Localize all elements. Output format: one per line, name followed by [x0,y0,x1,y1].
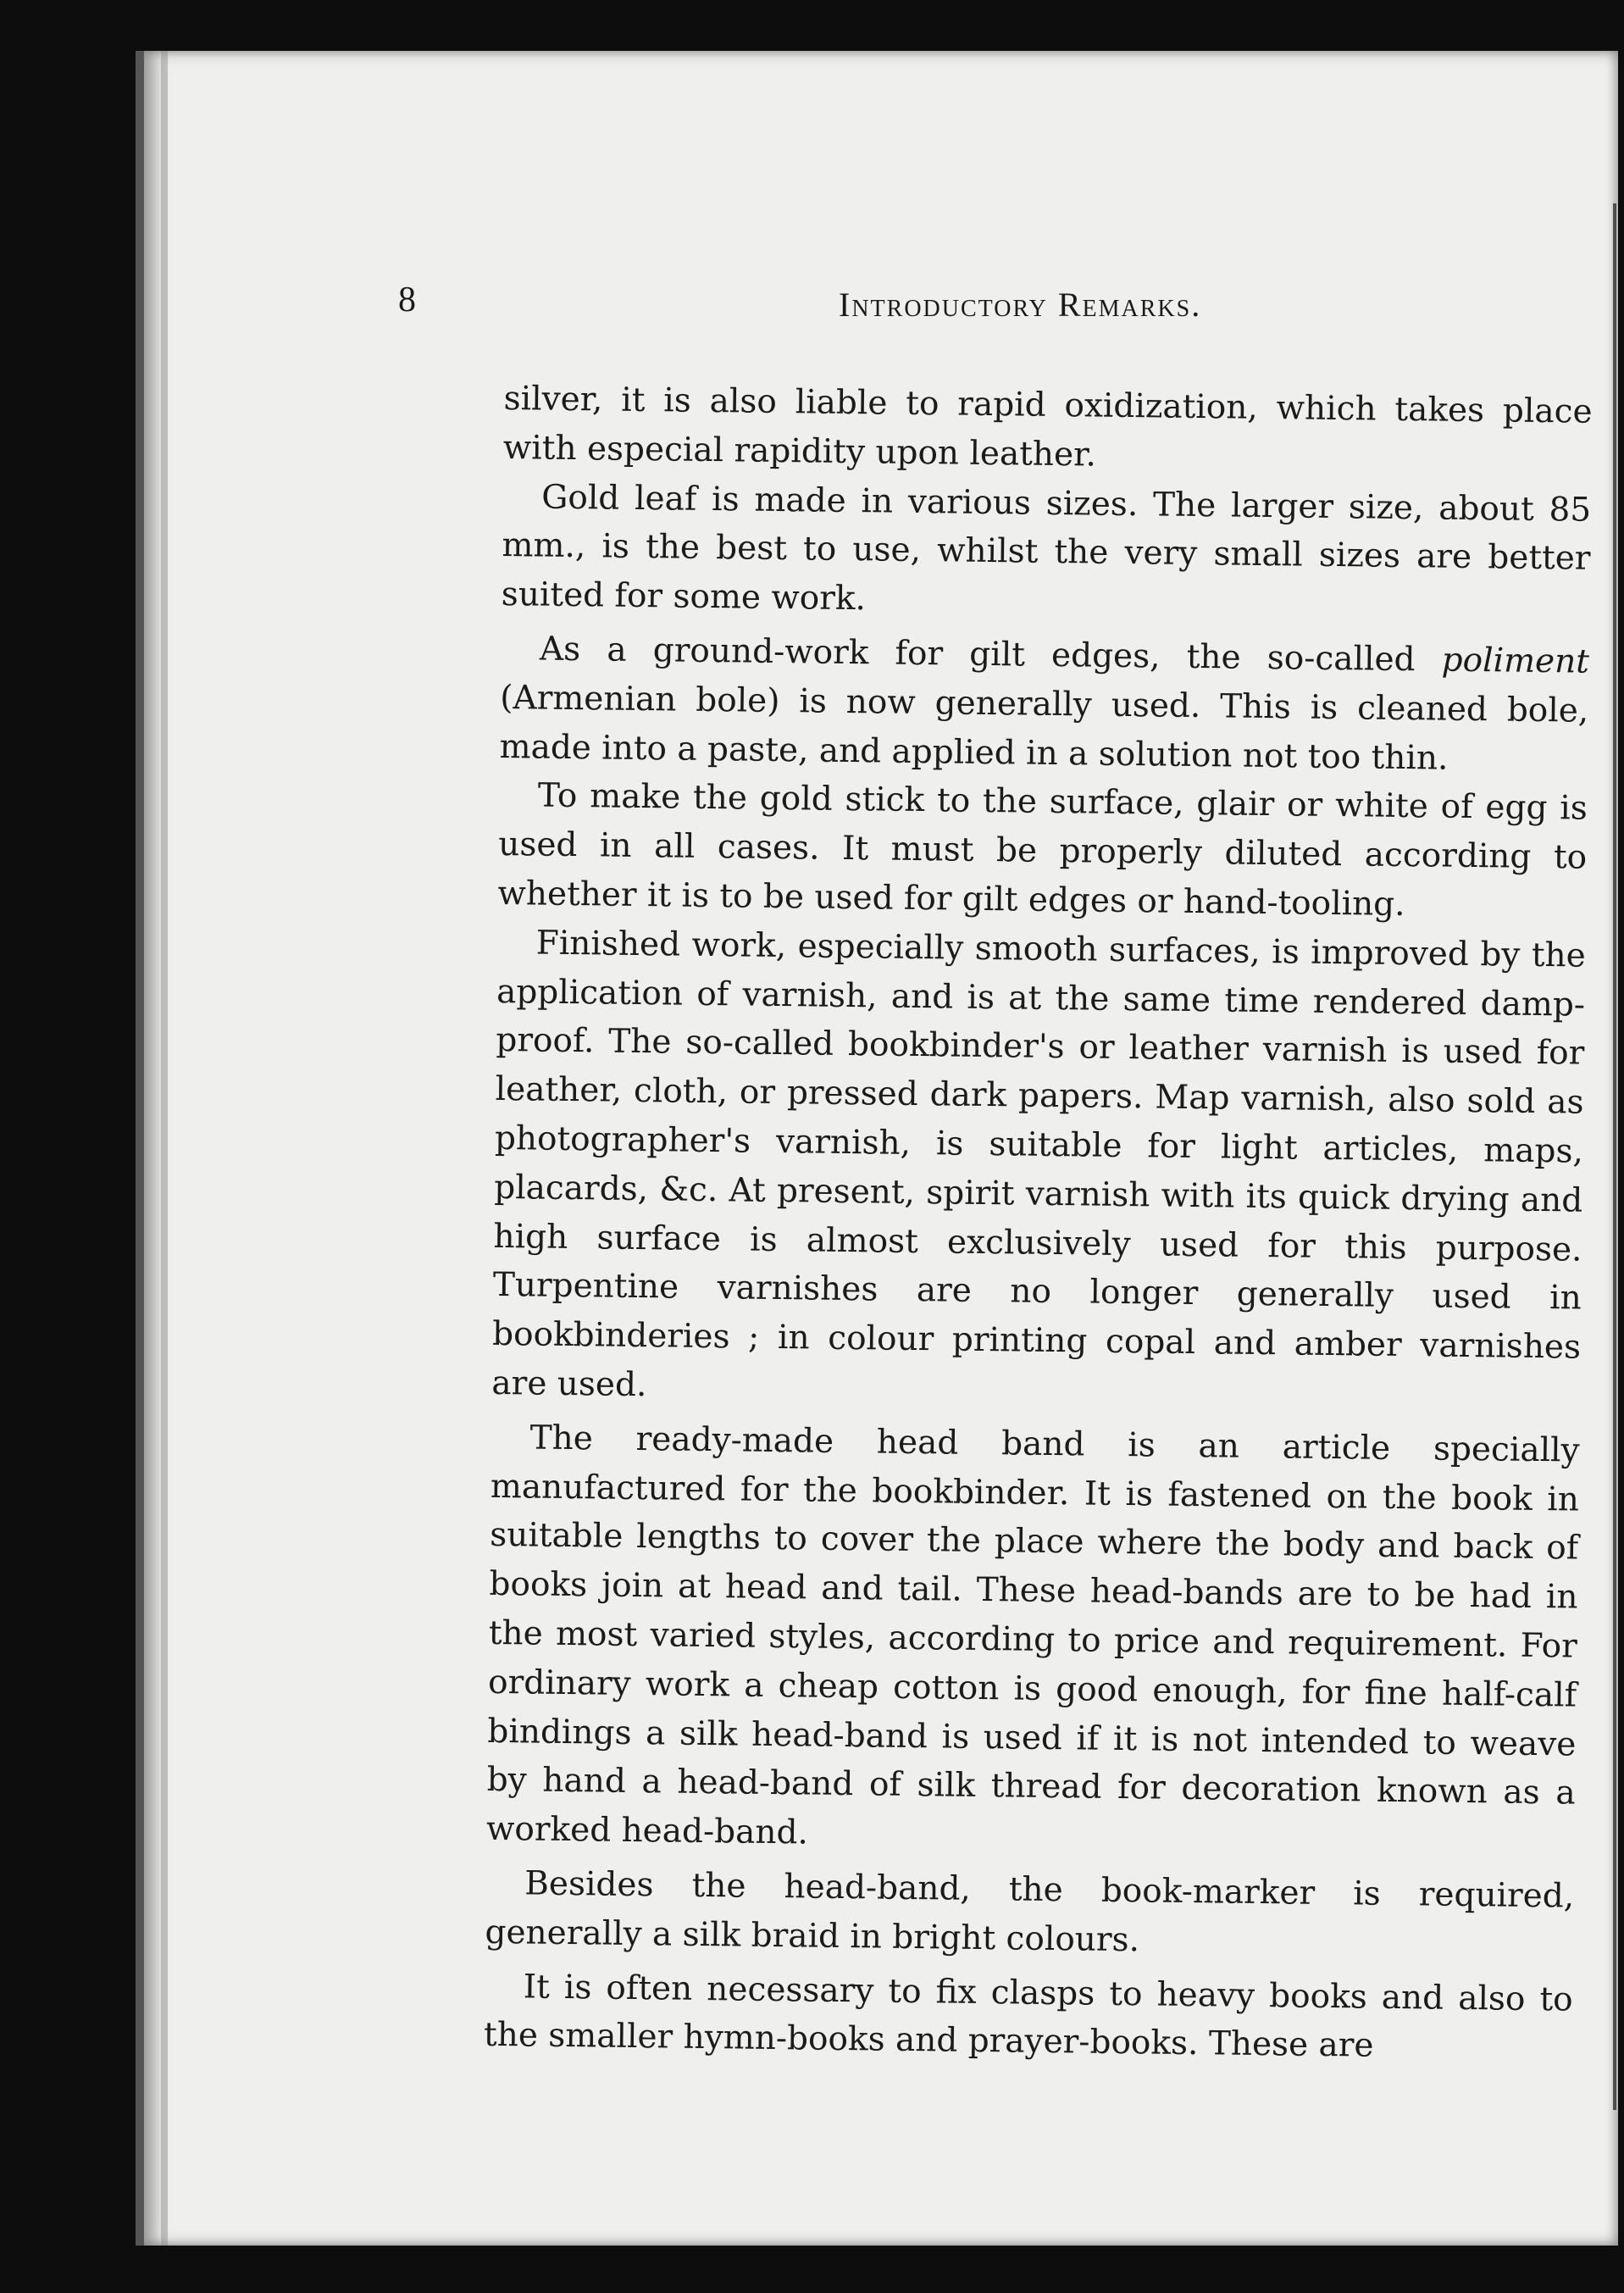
paragraph-head-band: The ready-made head band is an article specially manufactured for the bookbinder. It is fastened on the book in suitable lengths to cover the place where the body and back of books join at head and tail. These head-bands are to be had in the most varied styles, according to price and requirement. For ordinary work a cheap cotton is good enough, for fine half-calf bindings a silk head-band is used if it is not intended to weave by hand a head-band of silk thread for decoration known as a worked head-band. [485,1419,1580,1852]
paragraph-ground-work [499,625,1589,785]
ground-work-text-end: (Armenian bole) is now generally used. This is cleaned bole, made into a paste, and applied in a solution not too thin. [499,678,1589,778]
paragraph-gold-leaf: Gold leaf is made in various sizes. The larger size, about 85 mm., is the best to use, whilst the very small sizes are better suited for some work. [501,478,1592,619]
body-text [484,375,1593,2074]
paragraph-varnish: Finished work, especially smooth surfaces, is improved by the application of varnish, and is at the same time rendered damp-proof. The so-called bookbinder's or leather varnish is used for leather, cloth, or pressed dark papers. Map varnish, also sold as photographer's varnish, is suitable for light articles, maps, placards, &c. At present, spirit varnish with its quick drying and high surface is almost exclusively used for this purpose. Turpentine varnishes are no longer generally used in bookbinderies ; in colour printing copal and amber varnishes are used. [491,924,1586,1405]
book-page [136,51,1618,2246]
paragraph-glair: To make the gold stick to the surface, glair or white of egg is used in all cases. It must be properly diluted according to whether it is to be used for gilt edges or hand-tooling. [497,776,1588,924]
paragraph-silver: silver, it is also liable to rapid oxidization, which takes place with especial rapidity upon leather. [502,379,1593,475]
poliment-term: poliment [1441,641,1590,681]
page-header [398,280,1580,330]
ground-work-text-start: As a ground-work for gilt edges, the so-called [539,630,1416,680]
paragraph-book-marker: Besides the head-band, the book-marker is required, generally a silk braid in bright colours. [485,1864,1575,1960]
running-title: Introductory Remarks. [839,286,1202,324]
paragraph-clasps: It is often necessary to fix clasps to heavy books and also to the smaller hymn-books and prayer-books. These are [483,1967,1573,2065]
page-number: 8 [398,280,416,319]
